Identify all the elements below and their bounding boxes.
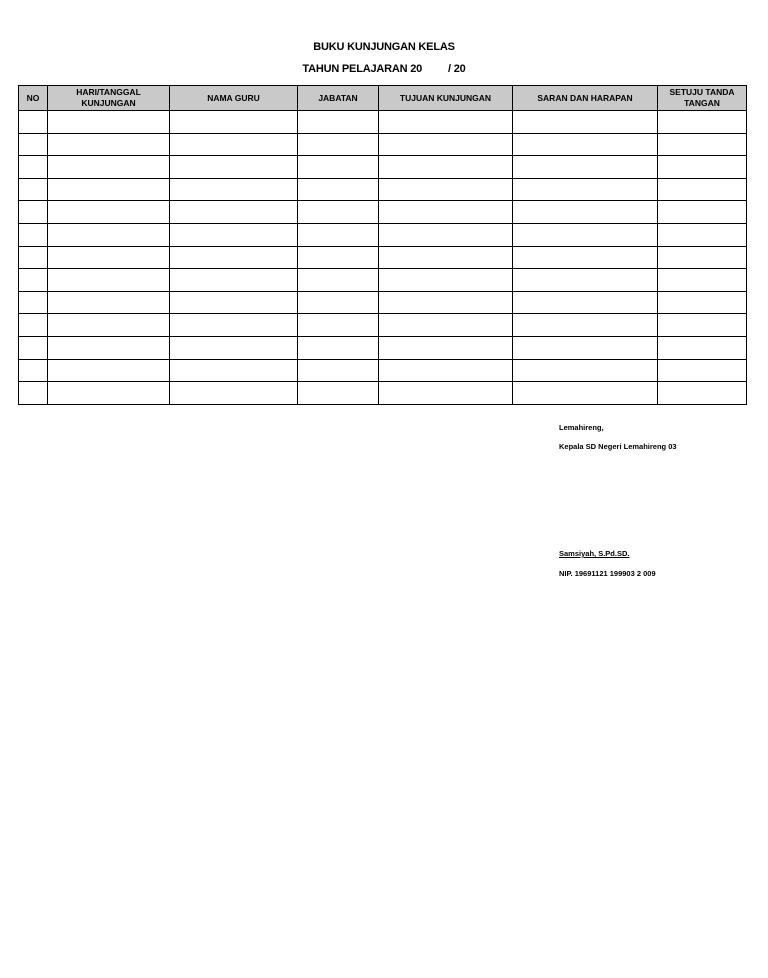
table-body bbox=[19, 111, 747, 405]
table-cell bbox=[170, 291, 298, 314]
table-cell bbox=[19, 359, 48, 382]
table-cell bbox=[379, 336, 513, 359]
table-cell bbox=[48, 246, 170, 269]
table-cell bbox=[379, 269, 513, 292]
table-row bbox=[19, 133, 747, 156]
table-row bbox=[19, 223, 747, 246]
table-cell bbox=[513, 246, 658, 269]
table-cell bbox=[19, 223, 48, 246]
table-cell bbox=[379, 111, 513, 134]
table-cell bbox=[170, 246, 298, 269]
table-cell bbox=[19, 291, 48, 314]
column-header-visit-purpose: TUJUAN KUNJUNGAN bbox=[379, 86, 513, 111]
academic-year-prefix: TAHUN PELAJARAN 20 bbox=[302, 63, 423, 75]
table-cell bbox=[298, 269, 379, 292]
column-header-no: NO bbox=[19, 86, 48, 111]
table-cell bbox=[170, 314, 298, 337]
table-cell bbox=[48, 156, 170, 179]
table-cell bbox=[298, 291, 379, 314]
table-cell bbox=[170, 223, 298, 246]
table-cell bbox=[298, 223, 379, 246]
visit-log-table bbox=[18, 85, 747, 405]
column-header-teacher-name: NAMA GURU bbox=[170, 86, 298, 111]
table-cell bbox=[48, 111, 170, 134]
table-cell bbox=[658, 269, 747, 292]
table-cell bbox=[513, 359, 658, 382]
table-row bbox=[19, 336, 747, 359]
table-cell bbox=[298, 201, 379, 224]
table-cell bbox=[658, 291, 747, 314]
table-cell bbox=[513, 269, 658, 292]
table-cell bbox=[170, 178, 298, 201]
table-row bbox=[19, 382, 747, 405]
table-cell bbox=[19, 269, 48, 292]
table-cell bbox=[170, 269, 298, 292]
table-cell bbox=[19, 201, 48, 224]
table-header-row bbox=[19, 86, 747, 111]
signatory-name: Samsiyah, S.Pd.SD. bbox=[559, 549, 630, 558]
academic-year-line bbox=[0, 63, 768, 75]
table-cell bbox=[19, 111, 48, 134]
table-cell bbox=[48, 269, 170, 292]
column-header-suggestions: SARAN DAN HARAPAN bbox=[513, 86, 658, 111]
table-cell bbox=[379, 223, 513, 246]
table-cell bbox=[170, 336, 298, 359]
table-cell bbox=[513, 336, 658, 359]
table-cell bbox=[48, 359, 170, 382]
table-cell bbox=[513, 223, 658, 246]
table-cell bbox=[379, 314, 513, 337]
table-cell bbox=[170, 201, 298, 224]
table-row bbox=[19, 291, 747, 314]
table-cell bbox=[513, 201, 658, 224]
table-cell bbox=[658, 201, 747, 224]
table-cell bbox=[658, 359, 747, 382]
table-cell bbox=[170, 111, 298, 134]
table-cell bbox=[19, 178, 48, 201]
table-row bbox=[19, 111, 747, 134]
table-cell bbox=[513, 178, 658, 201]
table-cell bbox=[19, 156, 48, 179]
table-cell bbox=[658, 246, 747, 269]
table-cell bbox=[658, 382, 747, 405]
table-cell bbox=[170, 156, 298, 179]
table-cell bbox=[379, 291, 513, 314]
table-row bbox=[19, 269, 747, 292]
table-row bbox=[19, 314, 747, 337]
table-cell bbox=[298, 336, 379, 359]
table-cell bbox=[513, 133, 658, 156]
academic-year-suffix: / 20 bbox=[448, 63, 466, 75]
table-cell bbox=[658, 156, 747, 179]
table-cell bbox=[379, 382, 513, 405]
table-cell bbox=[19, 133, 48, 156]
table-row bbox=[19, 201, 747, 224]
table-cell bbox=[298, 111, 379, 134]
table-cell bbox=[658, 111, 747, 134]
table-cell bbox=[48, 382, 170, 405]
table-cell bbox=[170, 359, 298, 382]
table-cell bbox=[298, 359, 379, 382]
table-cell bbox=[48, 223, 170, 246]
column-header-position: JABATAN bbox=[298, 86, 379, 111]
table-row bbox=[19, 359, 747, 382]
signatory-nip: NIP. 19691121 199903 2 009 bbox=[559, 569, 656, 578]
table-cell bbox=[658, 223, 747, 246]
table-cell bbox=[513, 382, 658, 405]
table-cell bbox=[513, 156, 658, 179]
table-cell bbox=[298, 178, 379, 201]
table-cell bbox=[48, 133, 170, 156]
column-header-date: HARI/TANGGAL KUNJUNGAN bbox=[48, 86, 170, 111]
table-cell bbox=[379, 156, 513, 179]
table-cell bbox=[19, 336, 48, 359]
column-header-signature: SETUJU TANDA TANGAN bbox=[658, 86, 747, 111]
document-title: BUKU KUNJUNGAN KELAS bbox=[313, 41, 455, 53]
table-cell bbox=[298, 246, 379, 269]
table-cell bbox=[48, 336, 170, 359]
table-cell bbox=[379, 178, 513, 201]
signature-role: Kepala SD Negeri Lemahireng 03 bbox=[559, 442, 677, 451]
table-cell bbox=[658, 133, 747, 156]
table-cell bbox=[170, 133, 298, 156]
table-cell bbox=[170, 382, 298, 405]
table-cell bbox=[379, 201, 513, 224]
table-cell bbox=[658, 178, 747, 201]
table-cell bbox=[298, 156, 379, 179]
table-cell bbox=[48, 291, 170, 314]
table-cell bbox=[48, 201, 170, 224]
table-cell bbox=[513, 111, 658, 134]
table-cell bbox=[298, 314, 379, 337]
table-row bbox=[19, 246, 747, 269]
table-row bbox=[19, 156, 747, 179]
table-cell bbox=[658, 336, 747, 359]
table-cell bbox=[19, 246, 48, 269]
table-row bbox=[19, 178, 747, 201]
table-cell bbox=[48, 178, 170, 201]
table-cell bbox=[379, 359, 513, 382]
table-cell bbox=[513, 291, 658, 314]
table-cell bbox=[379, 246, 513, 269]
table-cell bbox=[19, 382, 48, 405]
table-cell bbox=[19, 314, 48, 337]
table-cell bbox=[48, 314, 170, 337]
table-cell bbox=[658, 314, 747, 337]
table-cell bbox=[298, 133, 379, 156]
table-cell bbox=[513, 314, 658, 337]
table-cell bbox=[379, 133, 513, 156]
table-cell bbox=[298, 382, 379, 405]
signature-city: Lemahireng, bbox=[559, 423, 604, 432]
